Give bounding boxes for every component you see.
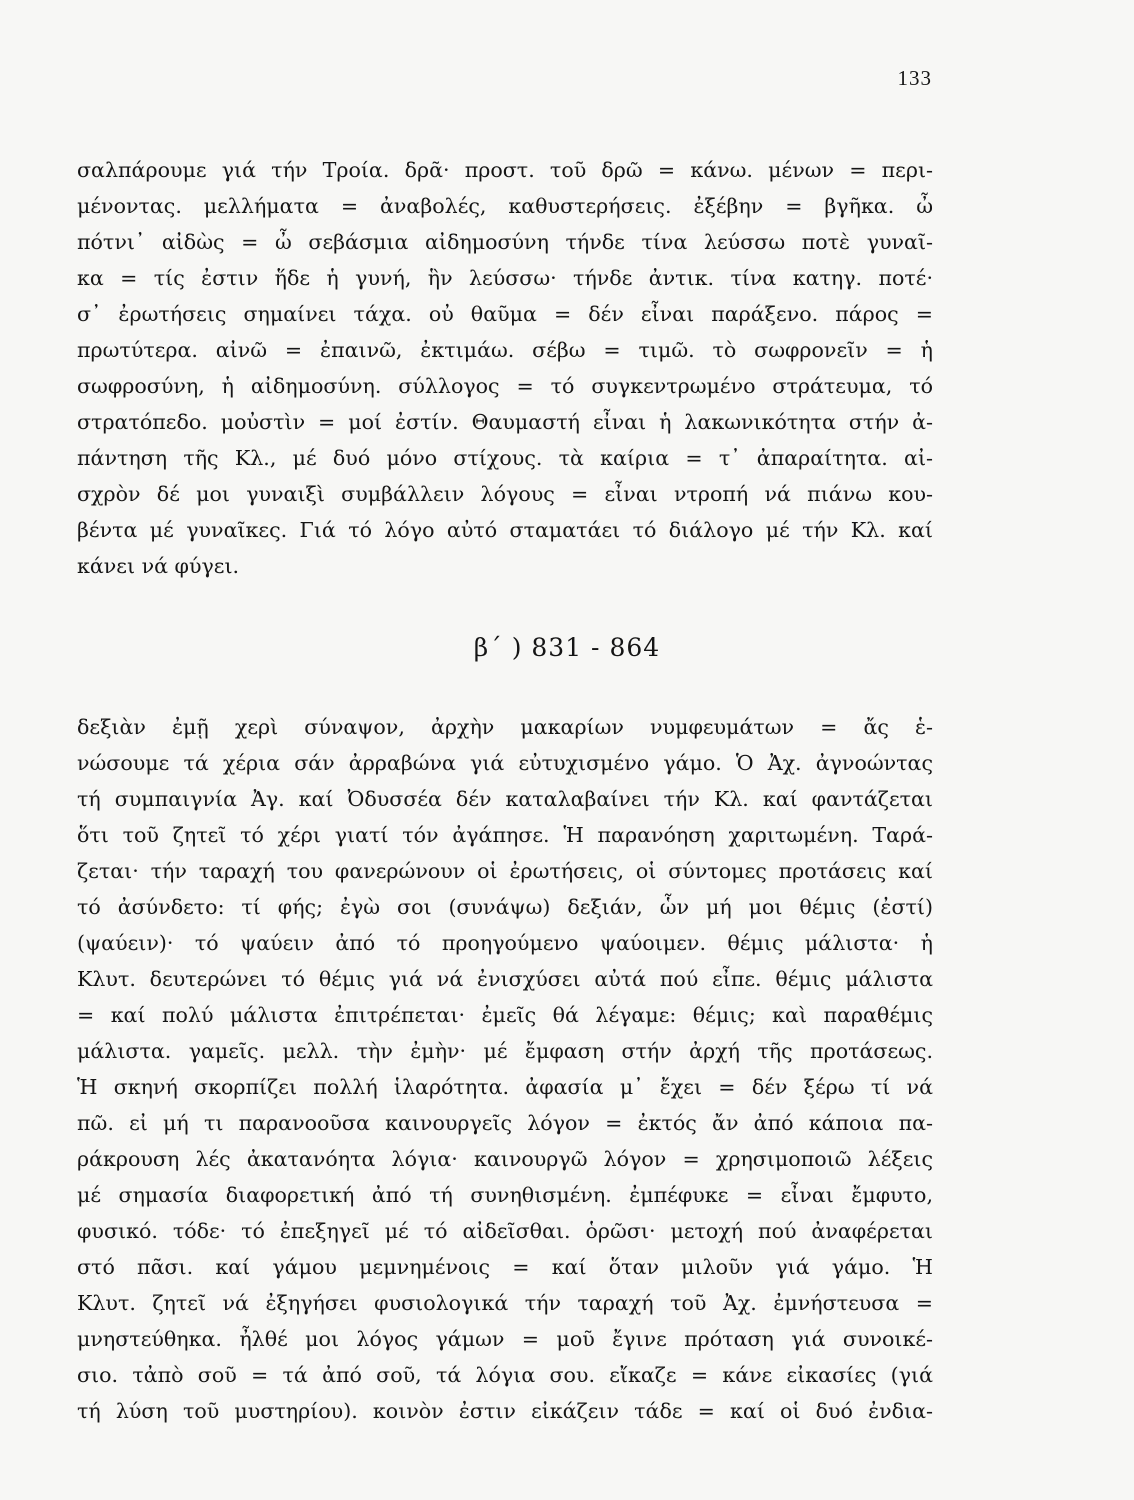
text-line: μνηστεύθηκα. ἦλθέ μοι λόγος γάμων = μοῦ ἔγινε πρόταση γιά συνοικέ- xyxy=(77,1327,933,1351)
text-line: τή συμπαιγνία Ἀγ. καί Ὀδυσσέα δέν καταλαβαίνει τήν Κλ. καί φαντάζεται xyxy=(77,787,933,811)
text-line: ὅτι τοῦ ζητεῖ τό χέρι γιατί τόν ἀγάπησε. Ἡ παρανόηση χαριτωμένη. Ταρά- xyxy=(77,823,933,847)
text-line: πῶ. εἰ μή τι παρανοοῦσα καινουργεῖς λόγον = ἐκτός ἄν ἀπό κάποια πα- xyxy=(77,1111,933,1135)
text-line: σωφροσύνη, ἡ αἰδημοσύνη. σύλλογος = τό συγκεντρωμένο στράτευμα, τό xyxy=(77,374,933,398)
text-line: πρωτύτερα. αἰνῶ = ἐπαινῶ, ἐκτιμάω. σέβω = τιμῶ. τὸ σωφρονεῖν = ἡ xyxy=(77,338,933,362)
text-line: φυσικό. τόδε· τό ἐπεξηγεῖ μέ τό αἰδεῖσθαι. ὁρῶσι· μετοχή πού ἀναφέρεται xyxy=(77,1219,933,1243)
text-line: μάλιστα. γαμεῖς. μελλ. τὴν ἐμὴν· μέ ἔμφαση στήν ἀρχή τῆς προτάσεως. xyxy=(77,1039,933,1063)
text-line: ράκρουση λές ἀκατανόητα λόγια· καινουργῶ λόγον = χρησιμοποιῶ λέξεις xyxy=(77,1147,933,1171)
text-line: Κλυτ. ζητεῖ νά ἐξηγήσει φυσιολογικά τήν ταραχή τοῦ Ἀχ. ἐμνήστευσα = xyxy=(77,1291,933,1315)
text-line: νώσουμε τά χέρια σάν ἀρραβώνα γιά εὐτυχισμένο γάμο. Ὁ Ἀχ. ἀγνοώντας xyxy=(77,751,933,775)
text-line: σαλπάρουμε γιά τήν Τροία. δρᾶ· προστ. τοῦ δρῶ = κάνω. μένων = περι- xyxy=(77,158,933,182)
commentary-paragraph-2 xyxy=(77,709,933,1429)
text-line: δεξιὰν ἐμῇ χερὶ σύναψον, ἀρχὴν μακαρίων νυμφευμάτων = ἄς ἑ- xyxy=(77,715,933,739)
commentary-paragraph-1 xyxy=(77,152,933,584)
text-line: μένοντας. μελλήματα = ἀναβολές, καθυστερήσεις. ἐξέβην = βγῆκα. ὦ xyxy=(77,194,933,218)
text-line: μέ σημασία διαφορετική ἀπό τή συνηθισμένη. ἐμπέφυκε = εἶναι ἔμφυτο, xyxy=(77,1183,933,1207)
text-line: ζεται· τήν ταραχή του φανερώνουν οἱ ἐρωτήσεις, οἱ σύντομες προτάσεις καί xyxy=(77,859,933,883)
text-line: στό πᾶσι. καί γάμου μεμνημένοις = καί ὅταν μιλοῦν γιά γάμο. Ἡ xyxy=(77,1255,933,1279)
text-line: κάνει νά φύγει. xyxy=(77,554,240,578)
text-line: κα = τίς ἐστιν ἥδε ἡ γυνή, ἣν λεύσσω· τήνδε ἀντικ. τίνα κατηγ. ποτέ· xyxy=(77,266,933,290)
text-line: βέντα μέ γυναῖκες. Γιά τό λόγο αὐτό σταματάει τό διάλογο μέ τήν Κλ. καί xyxy=(77,518,933,542)
text-line: Κλυτ. δευτερώνει τό θέμις γιά νά ἐνισχύσει αὐτά πού εἶπε. θέμις μάλιστα xyxy=(77,967,933,991)
page-number: 133 xyxy=(897,66,932,90)
text-line: πότνι᾿ αἰδὼς = ὦ σεβάσμια αἰδημοσύνη τήνδε τίνα λεύσσω ποτὲ γυναῖ- xyxy=(77,230,933,254)
text-line: στρατόπεδο. μοὐστὶν = μοί ἐστίν. Θαυμαστή εἶναι ἡ λακωνικότητα στήν ἀ- xyxy=(77,410,933,434)
text-line: (ψαύειν)· τό ψαύειν ἀπό τό προηγούμενο ψαύοιμεν. θέμις μάλιστα· ἡ xyxy=(77,931,933,955)
section-heading: β΄ ) 831 - 864 xyxy=(473,633,661,662)
text-line: πάντηση τῆς Κλ., μέ δυό μόνο στίχους. τὰ καίρια = τ᾿ ἀπαραίτητα. αἰ- xyxy=(77,446,933,470)
text-line: σιο. τἀπὸ σοῦ = τά ἀπό σοῦ, τά λόγια σου. εἴκαζε = κάνε εἰκασίες (γιά xyxy=(77,1363,933,1387)
text-line: σχρὸν δέ μοι γυναιξὶ συμβάλλειν λόγους = εἶναι ντροπή νά πιάνω κου- xyxy=(77,482,933,506)
text-line: τή λύση τοῦ μυστηρίου). κοινὸν ἐστιν εἰκάζειν τάδε = καί οἱ δυό ἐνδια- xyxy=(77,1399,933,1423)
text-line: τό ἀσύνδετο: τί φής; ἐγὼ σοι (συνάψω) δεξιάν, ὧν μή μοι θέμις (ἐστί) xyxy=(77,895,933,919)
text-line: = καί πολύ μάλιστα ἐπιτρέπεται· ἐμεῖς θά λέγαμε: θέμις; καὶ παραθέμις xyxy=(77,1003,933,1027)
text-line: σ᾿ ἐρωτήσεις σημαίνει τάχα. οὐ θαῦμα = δέν εἶναι παράξενο. πάρος = xyxy=(77,302,933,326)
text-line: Ἡ σκηνή σκορπίζει πολλή ἱλαρότητα. ἀφασία μ᾿ ἔχει = δέν ξέρω τί νά xyxy=(77,1075,933,1099)
